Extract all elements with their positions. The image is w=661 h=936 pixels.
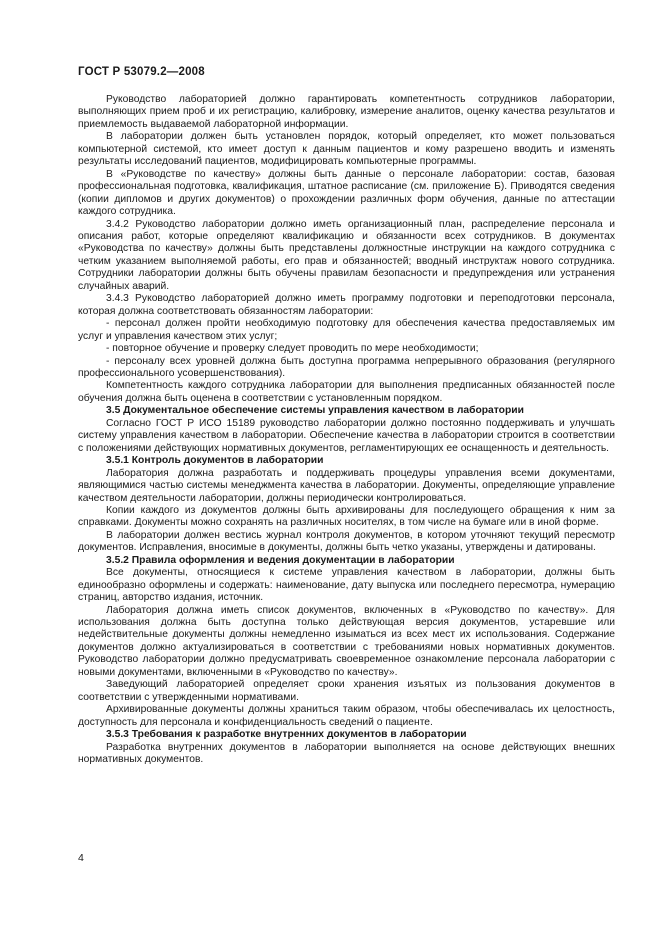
document-header: ГОСТ Р 53079.2—2008 (78, 66, 205, 78)
list-item: - персоналу всех уровней должна быть доступна программа непрерывного образования (регулярного профессионального усовершенствования). (78, 355, 615, 379)
subsection-heading: 3.5.3 Требования к разработке внутренних документов в лаборатории (106, 729, 467, 741)
paragraph: Лаборатория должна иметь список документов, включенных в «Руководство по качеству». Для использования должна быть доступна только действующая версия документов, устаревшие или недействительные документы должны немедленно изыматься из всех мест их использования. Содержание документов должно актуализироваться в соответствии с требованиями новых нормативных документов. Руководство лаборатории должно предусматривать своевременное ознакомление персонала лаборатории с новыми документами, включенными в «Руководство по качеству». (78, 604, 615, 678)
paragraph: Архивированные документы должны храниться таким образом, чтобы обеспечивалась их целостность, доступность для персонала и конфиденциальность сведений о пациенте. (78, 704, 615, 728)
paragraph: Копии каждого из документов должны быть архивированы для последующего обращения к ним за справками. Документы можно сохранять на различных носителях, в том числе на бумаге или в иной форме. (78, 504, 615, 529)
list-item: - повторное обучение и проверку следует проводить по мере необходимости; (106, 343, 479, 355)
paragraph: Все документы, относящиеся к системе управления качеством в лаборатории, должны быть единообразно оформлены и содержать: наименование, дату выпуска или последнего пересмотра, нумерацию страниц, авторство издания, источник. (78, 567, 615, 604)
paragraph: Компетентность каждого сотрудника лаборатории для выполнения предписанных обязанностей после обучения должна быть оценена в соответствии с установленным порядком. (78, 380, 615, 404)
document-body (78, 94, 615, 766)
section-heading: 3.5 Документальное обеспечение системы управления качеством в лаборатории (106, 405, 524, 417)
paragraph: Заведующий лабораторией определяет сроки хранения изъятых из пользования документов в соответствии с утвержденными нормативами. (78, 679, 615, 703)
paragraph: В лаборатории должен вестись журнал контроля документов, в котором уточняют текущий пересмотр документов. Исправления, вносимые в документы, должны быть четко указаны, утверждены и датированы. (78, 529, 615, 554)
paragraph: 3.4.3 Руководство лабораторией должно иметь программу подготовки и переподготовки персонала, которая должна соответствовать обязанностям лаборатории: (78, 293, 615, 317)
list-item: - персонал должен пройти необходимую подготовку для обеспечения качества предоставляемых им услуг и управления качеством этих услуг; (78, 318, 615, 342)
paragraph: Согласно ГОСТ Р ИСО 15189 руководство лаборатории должно постоянно поддерживать и улучшать систему управления качеством в лаборатории. Обеспечение качества в лаборатории строится в соответствии с положениями действующих нормативных документов, регламентирующих ее оснащенность и деятельность. (78, 417, 615, 454)
paragraph: Разработка внутренних документов в лаборатории выполняется на основе действующих внешних нормативных документов. (78, 741, 615, 766)
paragraph: Лаборатория должна разработать и поддерживать процедуры управления всеми документами, являющимися частью системы менеджмента качества в лаборатории. Документы, определяющие управление качеством деятельности лаборатории, должны периодически контролироваться. (78, 467, 615, 504)
subsection-heading: 3.5.2 Правила оформления и ведения документации в лаборатории (106, 554, 455, 566)
paragraph: В «Руководстве по качеству» должны быть данные о персонале лаборатории: состав, базовая профессиональная подготовка, квалификация, штатное расписание (см. приложение Б). Приводятся сведения (копии дипломов и других документов) о прохождении различных форм обучения, данные по аттестации каждого сотрудника. (78, 168, 615, 218)
paragraph: 3.4.2 Руководство лаборатории должно иметь организационный план, распределение персонала и описания работ, которые определяют квалификацию и обязанности всех сотрудников. В документах «Руководства по качеству» должны быть представлены должностные инструкции на каждого сотрудника с четким указанием выполняемой работы, его прав и обязанностей; вводный инструктаж нового сотрудника. Сотрудники лаборатории должны быть обучены правилам безопасности и предупреждения или устранения случайных аварий. (78, 218, 615, 292)
page-number: 4 (78, 852, 84, 864)
subsection-heading: 3.5.1 Контроль документов в лаборатории (106, 455, 324, 467)
paragraph: Руководство лабораторией должно гарантировать компетентность сотрудников лаборатории, выполняющих прием проб и их регистрацию, калибровку, измерение аналитов, оценку качества результатов и приемлемость выдаваемой лабораторной информации. (78, 94, 615, 130)
paragraph: В лаборатории должен быть установлен порядок, который определяет, кто может пользоваться компьютерной системой, кто имеет доступ к данным пациентов и кому разрешено вводить и изменять результаты исследований пациентов, модифицировать компьютерные программы. (78, 131, 615, 168)
